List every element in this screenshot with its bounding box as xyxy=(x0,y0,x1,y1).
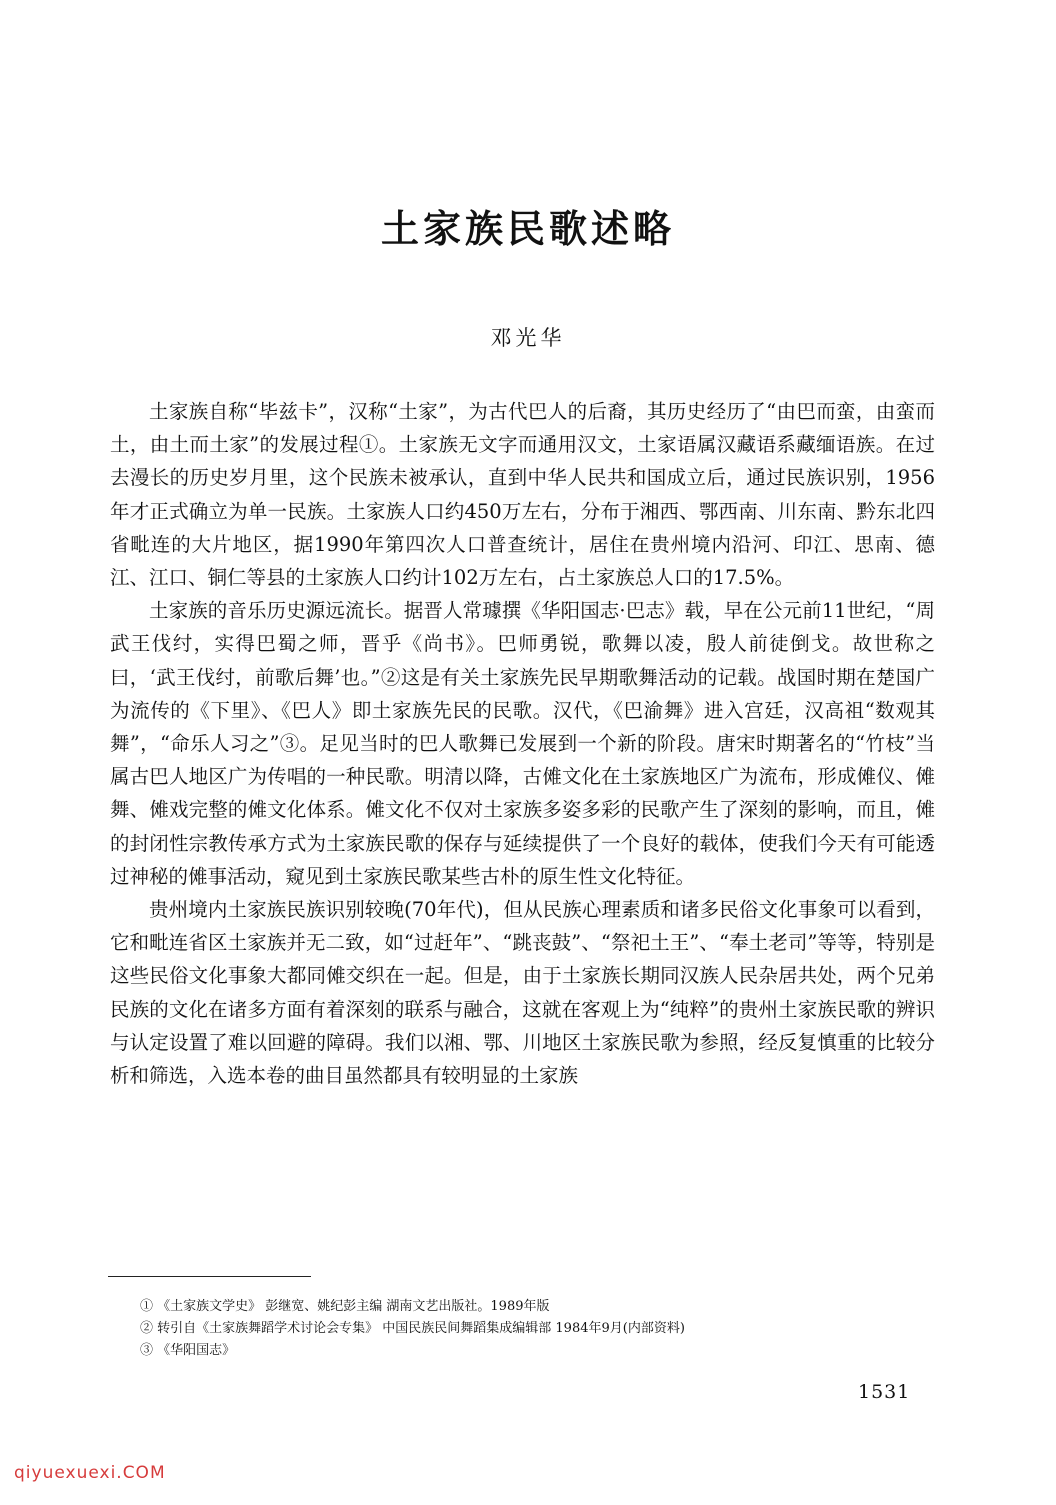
footnote: ② 转引自《土家族舞蹈学术讨论会专集》 中国民族民间舞蹈集成编辑部 1984年9月(内部资料) xyxy=(140,1321,685,1336)
footnotes xyxy=(140,1296,940,1362)
paragraph: 贵州境内土家族民族识别较晚(70年代)，但从民族心理素质和诸多民俗文化事象可以看到，它和毗连省区土家族并无二致，如“过赶年”、“跳丧鼓”、“祭祀土王”、“奉土老司”等等，特别是这些民俗文化事象大都同傩交织在一起。但是，由于土家族长期同汉族人民杂居共处，两个兄弟民族的文化在诸多方面有着深刻的联系与融合，这就在客观上为“纯粹”的贵州土家族民歌的辨识与认定设置了难以回避的障碍。我们以湘、鄂、川地区土家族民歌为参照，经反复慎重的比较分析和筛选，入选本卷的曲目虽然都具有较明显的土家族 xyxy=(110,898,935,1088)
footnote: ③ 《华阳国志》 xyxy=(140,1343,236,1358)
author-name: 邓光华 xyxy=(490,326,566,350)
page-title: 土家族民歌述略 xyxy=(380,207,675,251)
body-text xyxy=(110,395,935,1092)
footnote-divider xyxy=(108,1276,311,1277)
paragraph: 土家族的音乐历史源远流长。据晋人常璩撰《华阳国志·巴志》载，早在公元前11世纪，“周武王伐纣，实得巴蜀之师，晋乎《尚书》。巴师勇锐，歌舞以凌，殷人前徒倒戈。故世称之曰，‘武王伐纣，前歌后舞’也。”②这是有关土家族先民早期歌舞活动的记载。战国时期在楚国广为流传的《下里》、《巴人》即土家族先民的民歌。汉代，《巴渝舞》进入宫廷，汉高祖“数观其舞”，“命乐人习之”③。足见当时的巴人歌舞已发展到一个新的阶段。唐宋时期著名的“竹枝”当属古巴人地区广为传唱的一种民歌。明清以降，古傩文化在土家族地区广为流布，形成傩仪、傩舞、傩戏完整的傩文化体系。傩文化不仅对土家族多姿多彩的民歌产生了深刻的影响，而且，傩的封闭性宗教传承方式为土家族民歌的保存与延续提供了一个良好的载体，使我们今天有可能透过神秘的傩事活动，窥见到土家族民歌某些古朴的原生性文化特征。 xyxy=(110,599,935,888)
page-number: 1531 xyxy=(858,1381,911,1403)
footnote: ① 《土家族文学史》 彭继宽、姚纪彭主编 湖南文艺出版社。1989年版 xyxy=(140,1299,550,1314)
watermark: qiyuexuexi.COM xyxy=(14,1463,166,1483)
paragraph: 土家族自称“毕兹卡”，汉称“土家”，为古代巴人的后裔，其历史经历了“由巴而蛮，由蛮而土，由土而土家”的发展过程①。土家族无文字而通用汉文，土家语属汉藏语系藏缅语族。在过去漫长的历史岁月里，这个民族未被承认，直到中华人民共和国成立后，通过民族识别，1956年才正式确立为单一民族。土家族人口约450万左右，分布于湘西、鄂西南、川东南、黔东北四省毗连的大片地区，据1990年第四次人口普查统计，居住在贵州境内沿河、印江、思南、德江、江口、铜仁等县的土家族人口约计102万左右，占土家族总人口的17.5%。 xyxy=(110,400,935,590)
